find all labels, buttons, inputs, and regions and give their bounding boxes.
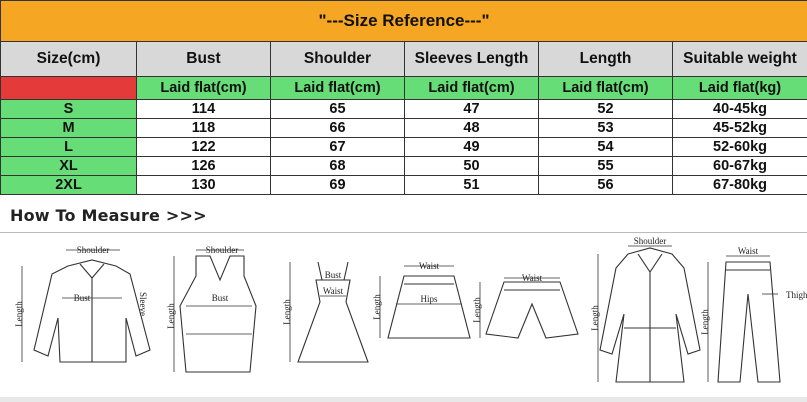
- table-row: [1, 119, 807, 138]
- table-cell: 56: [539, 176, 673, 195]
- header-cell: Suitable weight: [673, 42, 807, 77]
- table-cell: 48: [405, 119, 539, 138]
- size-cell: 2XL: [1, 176, 137, 195]
- label-waist: Waist: [737, 246, 759, 256]
- label-shoulder: Shoulder: [633, 236, 667, 246]
- table-cell: 47: [405, 100, 539, 119]
- unit-cell: Laid flat(cm): [137, 77, 271, 100]
- header-row: [1, 42, 807, 77]
- how-to-measure-heading: How To Measure >>>: [10, 206, 207, 225]
- table-row: [1, 138, 807, 157]
- unit-cell: Laid flat(cm): [405, 77, 539, 100]
- size-cell: S: [1, 100, 137, 119]
- table-cell: 51: [405, 176, 539, 195]
- label-hips: Hips: [420, 294, 438, 304]
- bottom-strip: [0, 397, 807, 402]
- table-cell: 67-80kg: [673, 176, 807, 195]
- table-row: [1, 176, 807, 195]
- blouse-illustration: [14, 245, 150, 362]
- table-cell: 130: [137, 176, 271, 195]
- trousers-illustration: [700, 246, 807, 382]
- table-cell: 53: [539, 119, 673, 138]
- shorts-illustration: [472, 273, 578, 338]
- table-cell: 118: [137, 119, 271, 138]
- table-cell: 122: [137, 138, 271, 157]
- table-cell: 49: [405, 138, 539, 157]
- sleeveless-top-illustration: [166, 245, 256, 372]
- size-cell: XL: [1, 157, 137, 176]
- header-cell: Bust: [137, 42, 271, 77]
- unit-row: [1, 77, 807, 100]
- header-cell: Length: [539, 42, 673, 77]
- label-length: Length: [282, 299, 292, 325]
- table-cell: 60-67kg: [673, 157, 807, 176]
- coat-illustration: [590, 236, 700, 382]
- label-length: Length: [590, 305, 600, 331]
- table-title: "---Size Reference---": [1, 1, 807, 42]
- header-cell: Shoulder: [271, 42, 405, 77]
- table-cell: 52-60kg: [673, 138, 807, 157]
- table-cell: 52: [539, 100, 673, 119]
- label-waist: Waist: [322, 286, 344, 296]
- header-cell: Size(cm): [1, 42, 137, 77]
- size-table: [0, 0, 807, 195]
- measurement-illustrations: [0, 232, 807, 397]
- label-waist: Waist: [521, 273, 543, 283]
- table-cell: 69: [271, 176, 405, 195]
- table-cell: 65: [271, 100, 405, 119]
- skirt-illustration: [372, 261, 470, 338]
- label-length: Length: [14, 301, 24, 327]
- label-length: Length: [372, 294, 382, 320]
- table-cell: 45-52kg: [673, 119, 807, 138]
- table-cell: 54: [539, 138, 673, 157]
- table-cell: 114: [137, 100, 271, 119]
- unit-cell: Laid flat(kg): [673, 77, 807, 100]
- dress-illustration: [282, 262, 368, 362]
- table-cell: 50: [405, 157, 539, 176]
- table-row: [1, 157, 807, 176]
- label-waist: Waist: [418, 261, 440, 271]
- label-length: Length: [700, 309, 710, 335]
- label-thigh: Thigh: [786, 290, 807, 300]
- table-cell: 66: [271, 119, 405, 138]
- title-row: [1, 1, 807, 42]
- header-cell: Sleeves Length: [405, 42, 539, 77]
- table-cell: 67: [271, 138, 405, 157]
- table-cell: 68: [271, 157, 405, 176]
- size-cell: L: [1, 138, 137, 157]
- unit-cell: Laid flat(cm): [271, 77, 405, 100]
- table-cell: 55: [539, 157, 673, 176]
- size-cell: M: [1, 119, 137, 138]
- label-bust: Bust: [324, 270, 342, 280]
- label-bust: Bust: [73, 293, 91, 303]
- table-cell: 40-45kg: [673, 100, 807, 119]
- label-shoulder: Shoulder: [205, 245, 239, 255]
- label-length: Length: [166, 303, 176, 329]
- label-shoulder: Shoulder: [76, 245, 110, 255]
- label-sleeve: Sleeve: [138, 292, 148, 316]
- label-bust: Bust: [211, 293, 229, 303]
- label-length: Length: [472, 297, 482, 323]
- unit-cell-blank: [1, 77, 137, 100]
- table-row: [1, 100, 807, 119]
- unit-cell: Laid flat(cm): [539, 77, 673, 100]
- table-cell: 126: [137, 157, 271, 176]
